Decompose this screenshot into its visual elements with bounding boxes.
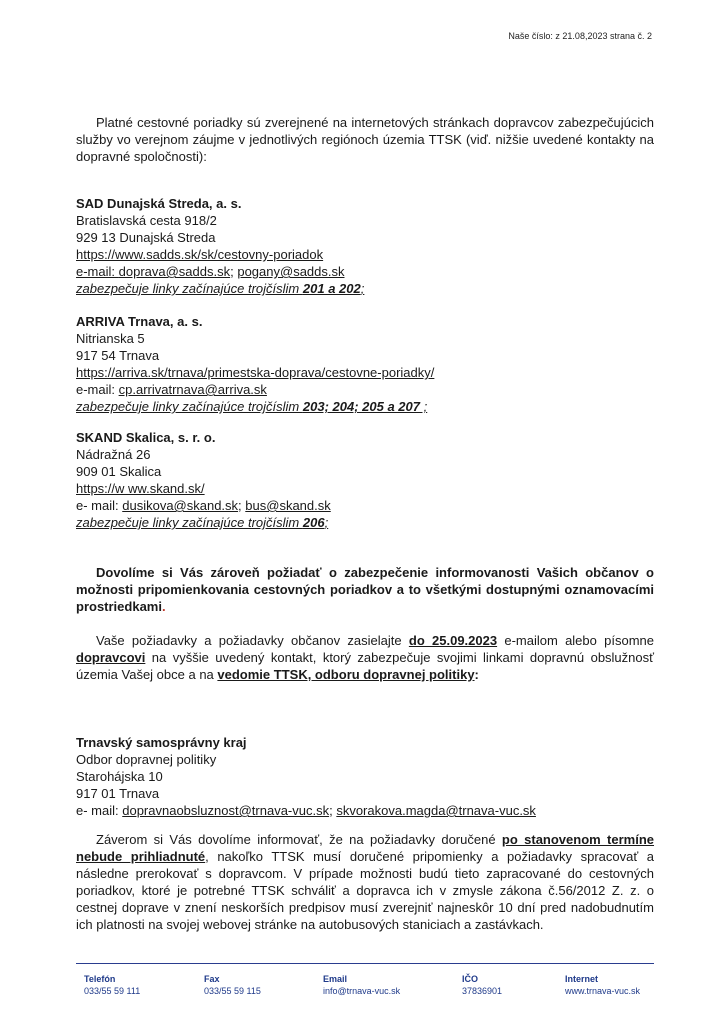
carrier-name: SAD Dunajská Streda, a. s.: [76, 196, 242, 211]
lines-numbers: 206: [302, 515, 325, 530]
deadline-date: do 25.09.2023: [408, 633, 498, 648]
reference-number: Naše číslo: z 21.08,2023 strana č. 2: [508, 31, 652, 41]
email-separator: ;: [329, 803, 337, 818]
lines-info: [76, 398, 654, 415]
contact-department: Odbor dopravnej politiky: [76, 752, 217, 767]
carrier-city: 909 01 Skalica: [76, 464, 162, 479]
carrier-block-skand: [76, 429, 654, 531]
closing-paragraph: [76, 831, 654, 933]
closing-text: Záverom si Vás dovolíme informovať, že na požiadavky doručené: [96, 832, 502, 847]
email-link[interactable]: dopravnaobsluznost@trnava-vuc.sk: [122, 803, 330, 818]
contact-block: [76, 734, 654, 819]
lines-text: zabezpečuje linky začínajúce trojčíslim: [76, 515, 303, 530]
lines-info: [76, 280, 654, 297]
closing-text: , nakoľko TTSK musí doručené pripomienky a požiadavky spracovať a následne prerokovať s dopravcom. V prípade možnosti budú tieto zapracované do cestovných poriadkov, ktoré je potrebné TTSK schváliť a dopravca ich v zmysle zákona č.56/2012 Z. z. o cestnej doprave v znení neskorších predpisov musí zverejniť najneskôr 10 dní pred nadobudnutím ich platnosti na svojej webovej stránke na autobusových staniciach a zastávkach.: [76, 849, 654, 932]
deadline-text: e-mailom alebo písomne: [497, 633, 654, 648]
footer-email: [323, 973, 400, 997]
deadline-text: Vaše požiadavky a požiadavky občanov zasielajte: [96, 633, 409, 648]
email-label: e- mail:: [76, 498, 123, 513]
footer-value: 37836901: [462, 986, 503, 996]
footer-phone: [84, 973, 140, 997]
email-link[interactable]: doprava@sadds.sk: [118, 264, 231, 279]
deadline-department: vedomie TTSK, odboru dopravnej politiky: [217, 667, 475, 682]
carrier-url-link[interactable]: https://www.sadds.sk/sk/cestovny-poriadok: [76, 247, 324, 262]
lines-text: zabezpečuje linky začínajúce trojčíslim: [76, 399, 303, 414]
email-label: e-mail:: [76, 264, 119, 279]
footer-label: Telefón: [84, 974, 116, 984]
footer-value: 033/55 59 111: [84, 986, 141, 996]
email-link[interactable]: cp.arrivatrnava@arriva.sk: [118, 382, 267, 397]
closing-term: po stanovenom termíne nebude prihliadnuté: [76, 832, 655, 864]
deadline-paragraph: [76, 632, 654, 683]
footer-label: Internet: [565, 974, 599, 984]
deadline-colon: :: [474, 667, 479, 682]
carrier-city: 929 13 Dunajská Streda: [76, 230, 216, 245]
email-link[interactable]: pogany@sadds.sk: [237, 264, 345, 279]
footer-internet: [565, 973, 640, 997]
email-link[interactable]: bus@skand.sk: [245, 498, 331, 513]
footer-divider: [76, 963, 654, 964]
carrier-url-link[interactable]: https://w ww.skand.sk/: [76, 481, 205, 496]
request-paragraph: [76, 564, 654, 615]
email-link[interactable]: skvorakova.magda@trnava-vuc.sk: [336, 803, 536, 818]
footer-label: Fax: [204, 974, 220, 984]
footer-label: Email: [323, 974, 348, 984]
carrier-name: ARRIVA Trnava, a. s.: [76, 314, 203, 329]
lines-end: ;: [420, 399, 428, 414]
carrier-street: Nitrianska 5: [76, 331, 145, 346]
lines-info: [76, 514, 654, 531]
carrier-url-link[interactable]: https://arriva.sk/trnava/primestska-doprava/cestovne-poriadky/: [76, 365, 435, 380]
carrier-street: Bratislavská cesta 918/2: [76, 213, 217, 228]
lines-text: zabezpečuje linky začínajúce trojčíslim: [76, 281, 303, 296]
footer-value: 033/55 59 115: [204, 986, 261, 996]
footer-value[interactable]: info@trnava-vuc.sk: [323, 986, 401, 996]
email-separator: ;: [238, 498, 246, 513]
request-text: Dovolíme si Vás zároveň požiadať o zabezpečenie informovanosti Vašich občanov o možnosti pripomienkovania cestovných poriadkov a to všetkými dostupnými oznamovacími prostriedkami: [76, 565, 654, 614]
carrier-block-arriva: [76, 313, 654, 415]
lines-numbers: 201 a 202: [302, 281, 361, 296]
intro-paragraph: Platné cestovné poriadky sú zverejnené na internetových stránkach dopravcov zabezpečujúcich služby vo verejnom záujme v jednotlivých regiónoch územia TTSK (viď. nižšie uvedené kontakty na dopravné spoločnosti):: [76, 115, 654, 164]
email-label: e- mail:: [76, 803, 123, 818]
email-separator: ;: [230, 264, 238, 279]
deadline-carrier: dopravcovi: [76, 650, 146, 665]
contact-street: Starohájska 10: [76, 769, 163, 784]
carrier-block-sad: [76, 195, 654, 297]
request-dot: .: [161, 599, 166, 614]
footer-ico: [462, 973, 502, 997]
carrier-street: Nádražná 26: [76, 447, 151, 462]
lines-numbers: 203; 204; 205 a 207: [302, 399, 420, 414]
footer-label: IČO: [462, 974, 479, 984]
lines-end: ;: [360, 281, 365, 296]
contact-city: 917 01 Trnava: [76, 786, 160, 801]
email-link[interactable]: dusikova@skand.sk: [122, 498, 239, 513]
footer-fax: [204, 973, 261, 997]
carrier-name: SKAND Skalica, s. r. o.: [76, 430, 216, 445]
carrier-city: 917 54 Trnava: [76, 348, 160, 363]
contact-organization: Trnavský samosprávny kraj: [76, 735, 247, 750]
lines-end: ;: [324, 515, 329, 530]
footer-value[interactable]: www.trnava-vuc.sk: [565, 986, 641, 996]
deadline-text: na vyššie uvedený kontakt, ktorý zabezpečuje svojimi linkami dopravnú obslužnosť územia Vašej obce a na: [76, 650, 654, 682]
email-label: e-mail:: [76, 382, 119, 397]
